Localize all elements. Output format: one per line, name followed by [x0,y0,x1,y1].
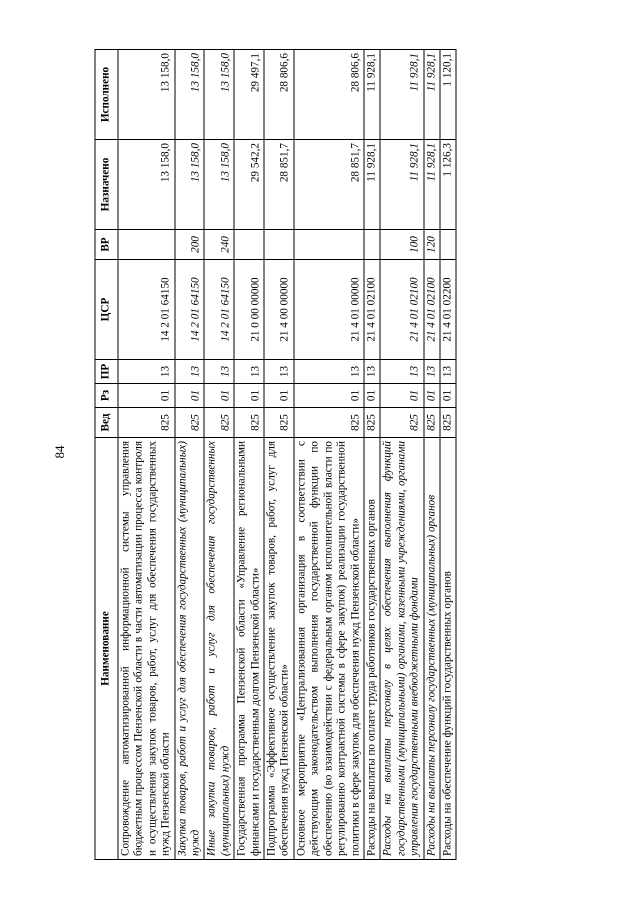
cell-rz: 01 [118,384,175,408]
cell-vr: 200 [175,230,205,260]
cell-assigned: 11 928,1 [364,140,380,230]
cell-executed: 13 158,0 [118,50,175,140]
cell-csr: 21 0 00 00000 [234,260,264,360]
cell-name: Расходы на выплаты персоналу государственных (муниципальных) органов [424,438,440,860]
cell-assigned: 11 928,1 [380,140,423,230]
cell-vr: 240 [204,230,234,260]
cell-name: Иные закупки товаров, работ и услуг для обеспечения государственных (муниципальных) нужд [204,438,234,860]
cell-pr: 13 [380,360,423,384]
cell-vr [364,230,380,260]
page-number: 84 [52,445,67,459]
cell-ved: 825 [440,408,456,438]
table-row [204,50,234,860]
cell-rz: 01 [294,384,364,408]
cell-assigned: 28 851,7 [294,140,364,230]
cell-csr: 21 4 01 02100 [380,260,423,360]
cell-csr: 21 4 01 00000 [294,260,364,360]
table-row [364,50,380,860]
cell-ved: 825 [364,408,380,438]
budget-table [95,49,457,860]
cell-ved: 825 [294,408,364,438]
table-row [264,50,294,860]
cell-executed: 1 120,1 [440,50,456,140]
cell-vr: 100 [380,230,423,260]
cell-rz: 01 [234,384,264,408]
cell-executed: 28 806,6 [294,50,364,140]
cell-pr: 13 [234,360,264,384]
cell-csr: 14 2 01 64150 [175,260,205,360]
cell-name: Основное мероприятие «Централизованная организация в соответствии с действующим законодательством выполнения государственной функции по обеспечению (во взаимодействии с федеральным органом исполнительной власти по регулированию контрактной системы в сфере закупок) реализации государственной политики в сфере закупок для обеспечения нужд Пензенской области» [294,438,364,860]
cell-name: Сопровождение автоматизированной информационной системы управления бюджетным процессом Пензенской области в части автоматизации процесса контроля и осуществления закупок товаров, работ, услуг для обеспечения государственных нужд Пензенской области [118,438,175,860]
cell-ved: 825 [234,408,264,438]
cell-pr: 13 [364,360,380,384]
cell-pr: 13 [424,360,440,384]
table-row [234,50,264,860]
col-header-name: Наименование [95,438,118,860]
cell-executed: 28 806,6 [264,50,294,140]
cell-csr: 21 4 01 02100 [424,260,440,360]
cell-assigned: 1 126,3 [440,140,456,230]
cell-rz: 01 [264,384,294,408]
cell-pr: 13 [440,360,456,384]
cell-pr: 13 [294,360,364,384]
cell-rz: 01 [424,384,440,408]
cell-name: Расходы на выплаты персоналу в целях обеспечения выполнения функций государственными (муниципальными) органами, казенными учреждениями, органами управления государственными внебюджетными фондами [380,438,423,860]
cell-executed: 11 928,1 [364,50,380,140]
cell-pr: 13 [175,360,205,384]
cell-csr: 14 2 01 64150 [204,260,234,360]
table-row [118,50,175,860]
cell-executed: 13 158,0 [204,50,234,140]
col-header-rz: Рз [95,384,118,408]
cell-csr: 21 4 01 02100 [364,260,380,360]
col-header-csr: ЦСР [95,260,118,360]
table-row [294,50,364,860]
cell-assigned: 13 158,0 [204,140,234,230]
cell-csr: 21 4 00 00000 [264,260,294,360]
cell-rz: 01 [175,384,205,408]
col-header-assigned: Назначено [95,140,118,230]
budget-table-container [95,50,550,860]
cell-name: Закупка товаров, работ и услуг для обеспечения государственных (муниципальных) нужд [175,438,205,860]
cell-name: Государственная программа Пензенской области «Управление региональными финансами и государственным долгом Пензенской области» [234,438,264,860]
table-row [440,50,456,860]
cell-pr: 13 [118,360,175,384]
cell-ved: 825 [175,408,205,438]
cell-vr [294,230,364,260]
cell-assigned: 11 928,1 [424,140,440,230]
cell-rz: 01 [364,384,380,408]
col-header-ved: Вед [95,408,118,438]
cell-vr [264,230,294,260]
cell-executed: 11 928,1 [424,50,440,140]
table-row [380,50,423,860]
cell-pr: 13 [204,360,234,384]
cell-executed: 29 497,1 [234,50,264,140]
col-header-pr: ПР [95,360,118,384]
cell-vr [234,230,264,260]
cell-name: Подпрограмма «Эффективное осуществление закупок товаров, работ, услуг для обеспечения нужд Пензенской области» [264,438,294,860]
cell-executed: 11 928,1 [380,50,423,140]
cell-ved: 825 [264,408,294,438]
cell-ved: 825 [424,408,440,438]
col-header-vr: ВР [95,230,118,260]
col-header-executed: Исполнено [95,50,118,140]
cell-name: Расходы на обеспечение функций государственных органов [440,438,456,860]
table-row [175,50,205,860]
cell-csr: 14 2 01 64150 [118,260,175,360]
cell-assigned: 29 542,2 [234,140,264,230]
table-row [424,50,440,860]
cell-ved: 825 [118,408,175,438]
cell-vr [440,230,456,260]
cell-vr [118,230,175,260]
cell-rz: 01 [204,384,234,408]
cell-assigned: 13 158,0 [118,140,175,230]
cell-assigned: 13 158,0 [175,140,205,230]
cell-ved: 825 [204,408,234,438]
cell-csr: 21 4 01 02200 [440,260,456,360]
table-body [118,50,456,860]
cell-assigned: 28 851,7 [264,140,294,230]
cell-ved: 825 [380,408,423,438]
cell-pr: 13 [264,360,294,384]
cell-rz: 01 [380,384,423,408]
cell-rz: 01 [440,384,456,408]
cell-name: Расходы на выплаты по оплате труда работников государственных органов [364,438,380,860]
cell-vr: 120 [424,230,440,260]
table-header-row [95,50,118,860]
cell-executed: 13 158,0 [175,50,205,140]
